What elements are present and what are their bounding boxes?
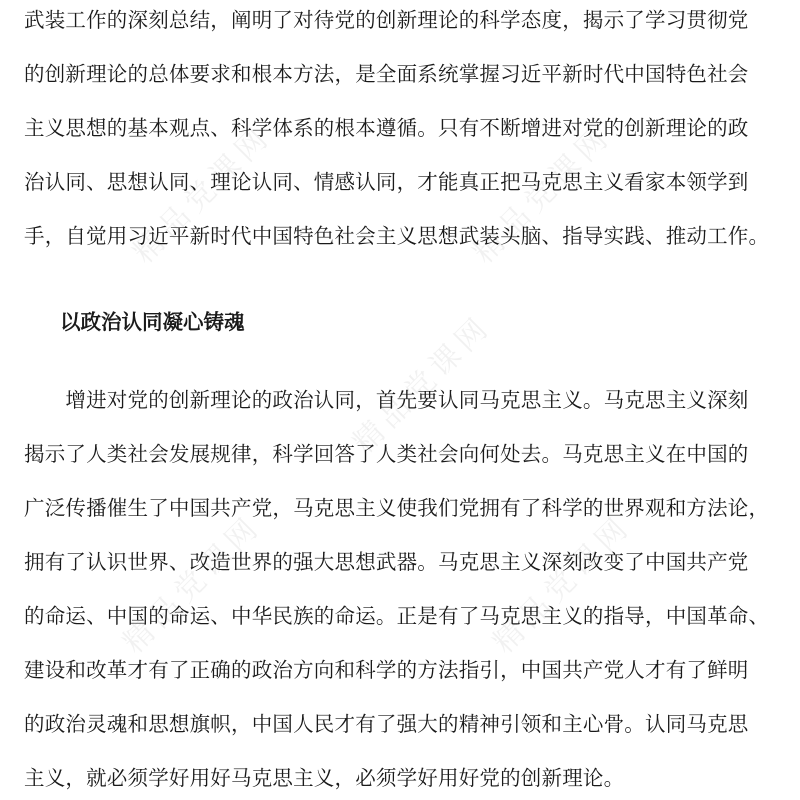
text-line: 增进对党的创新理论的政治认同，首先要认同马克思主义。马克思主义深刻 bbox=[24, 388, 749, 412]
watermark: 精品党课网 bbox=[466, 118, 619, 271]
text-line: 的创新理论的总体要求和根本方法，是全面系统掌握习近平新时代中国特色社会 bbox=[24, 62, 749, 86]
watermark: 精品党课网 bbox=[486, 508, 639, 661]
text-line: 主义，就必须学好用好马克思主义，必须学好用好党的创新理论。 bbox=[24, 766, 625, 790]
text-line: 揭示了人类社会发展规律，科学回答了人类社会向何处去。马克思主义在中国的 bbox=[24, 442, 749, 466]
text-line: 主义思想的基本观点、科学体系的根本遵循。只有不断增进对党的创新理论的政 bbox=[24, 116, 749, 140]
text-line: 武装工作的深刻总结，阐明了对待党的创新理论的科学态度，揭示了学习贯彻党 bbox=[24, 8, 749, 32]
section-heading: 以政治认同凝心铸魂 bbox=[60, 310, 245, 334]
watermark: 精品党课网 bbox=[116, 508, 269, 661]
text-line: 拥有了认识世界、改造世界的强大思想武器。马克思主义深刻改变了中国共产党 bbox=[24, 550, 749, 574]
watermark: 精品党课网 bbox=[346, 308, 499, 461]
text-line: 广泛传播催生了中国共产党，马克思主义使我们党拥有了科学的世界观和方法论， bbox=[24, 496, 770, 520]
text-line: 治认同、思想认同、理论认同、情感认同，才能真正把马克思主义看家本领学到 bbox=[24, 170, 749, 194]
text-line: 手，自觉用习近平新时代中国特色社会主义思想武装头脑、指导实践、推动工作。 bbox=[24, 224, 770, 248]
text-line: 建设和改革才有了正确的政治方向和科学的方法指引，中国共产党人才有了鲜明 bbox=[24, 658, 749, 682]
text-line: 的政治灵魂和思想旗帜，中国人民才有了强大的精神引领和主心骨。认同马克思 bbox=[24, 712, 749, 736]
watermark: 精品党课网 bbox=[126, 118, 279, 271]
text-line: 的命运、中国的命运、中华民族的命运。正是有了马克思主义的指导，中国革命、 bbox=[24, 604, 770, 628]
